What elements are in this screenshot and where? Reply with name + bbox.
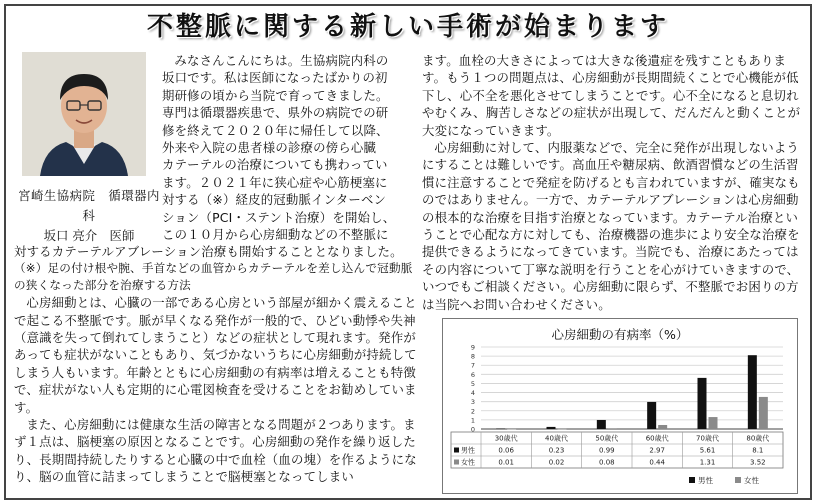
data-label-female: 1.31 — [699, 458, 716, 467]
table-series-label: 男性 — [461, 446, 475, 455]
bar-male — [748, 355, 757, 429]
data-label-male: 0.23 — [548, 446, 565, 455]
y-tick-label: 7 — [470, 361, 475, 370]
paragraph-3: また、心房細動には健康な生活の障害となる問題が２つあります。まず１点は、脳梗塞の原因となることです。心房細動の発作を繰り返したり、長期間持続したりすると心臓の中で血栓（血の塊）を作るようになり、脳の血管に詰まってしまうことで脳梗塞となってしまい — [14, 417, 417, 485]
intro-line: みなさんこんにちは。生協病院内科の — [174, 53, 389, 68]
y-tick-label: 6 — [470, 370, 475, 379]
paragraph-2: 心房細動とは、心臓の一部である心房という部屋が細かく震えることで起こる不整脈です。脈が早くなる発作が一般的で、ひどい動悸や失神（意識を失って倒れてしまうこと）などの症状として現れます。発作があっても症状がないこともあり、気づかないうちに心房細動が持続してしまう人もいます。年齢とともに心房細動の有病率は増えることも特徴で、症状がない人も定期的に心電図検査を受けることをお勧めしています。 — [14, 295, 417, 415]
x-category-label: 40歳代 — [545, 434, 568, 443]
author-name: 坂口 亮介 医師 — [43, 228, 135, 243]
legend-swatch-male — [689, 477, 695, 483]
x-category-label: 60歳代 — [645, 434, 669, 443]
data-label-female: 0.01 — [498, 458, 514, 467]
y-tick-label: 2 — [470, 407, 475, 416]
x-category-label: 30歳代 — [494, 434, 518, 443]
y-tick-label: 0 — [470, 425, 475, 434]
table-series-label: 女性 — [461, 458, 475, 467]
chart-svg — [443, 319, 799, 495]
table-swatch-male — [454, 448, 459, 453]
bar-female — [608, 428, 617, 429]
y-tick-label: 8 — [470, 352, 475, 361]
bar-female — [759, 397, 768, 429]
bar-male — [647, 402, 656, 429]
data-label-male: 0.99 — [599, 446, 615, 455]
y-tick-label: 3 — [470, 398, 475, 407]
column2-paragraph-1: ます。血栓の大きさによっては大きな後遺症を残すこともあります。もう１つの問題点は、心房細動が長期間続くことで心機能が低下し、心不全を悪化させてしまうことです。心不全になると息切れやむくみ、胸苦しさなどの症状が出現して、だんだんと動くことが大変になっていきます。 — [422, 53, 801, 138]
data-label-male: 0.06 — [498, 446, 514, 455]
intro-line: 専門は循環器疾患で、県外の病院での研 — [162, 105, 389, 121]
y-tick-label: 9 — [470, 343, 475, 352]
bar-male — [597, 420, 606, 429]
intro-line: 期研修の頃から当院で育ってきました。 — [162, 87, 389, 103]
intro-line: この１０月から心房細動などの不整脈に — [162, 227, 389, 243]
bar-female — [709, 417, 718, 429]
x-category-label: 50歳代 — [595, 434, 619, 443]
legend-label: 女性 — [744, 476, 759, 485]
bar-female — [558, 429, 567, 430]
column2-body — [422, 52, 802, 313]
column1-body — [14, 243, 418, 486]
intro-last-line: 対するカテーテルアブレーション治療も開始することとなりました。 — [14, 244, 403, 259]
intro-block — [162, 52, 414, 243]
legend-swatch-female — [735, 477, 741, 483]
bar-female — [658, 425, 667, 429]
doctor-photo — [22, 52, 146, 176]
data-label-female: 0.08 — [599, 458, 615, 467]
chart-title: 心房細動の有病率（%） — [551, 327, 689, 342]
x-category-label: 80歳代 — [746, 434, 770, 443]
y-tick-label: 4 — [470, 389, 475, 398]
data-label-male: 2.97 — [649, 446, 665, 455]
data-label-male: 8.1 — [752, 446, 764, 455]
bar-male — [698, 378, 707, 429]
intro-line: 対する（※）経皮的冠動脈インターベン — [162, 192, 387, 208]
article-title: 不整脈に関する新しい手術が始まります — [146, 12, 669, 42]
data-label-female: 3.52 — [750, 458, 766, 467]
footnote: （※）足の付け根や腕、手首などの血管からカテーテルを差し込んで冠動脈の狭くなった部分を治療する方法 — [14, 261, 413, 292]
bar-male — [496, 428, 505, 429]
intro-line: ション（PCI・ステント治療）を開始し、 — [162, 209, 396, 225]
data-label-female: 0.02 — [548, 458, 565, 467]
column2-paragraph-2: 心房細動に対して、内服薬などで、完全に発作が出現しないようにすることは難しいです。高血圧や糖尿病、飲酒習慣などの生活習慣に注意することで発症を防げるとも言われていますが、確実なものではありません。一方で、カテーテルアブレーションは心房細動の根本的な治療を目指す治療となっています。カテーテル治療ということで心配な方に対しても、治療機器の進歩により安全な治療を提供できるようになってきています。当院でも、治療にあたってはその内容について丁寧な説明を行うことを心がけていきますので、いつでもご相談ください。心房細動に限らず、不整脈でお困りの方は当院へお問い合わせください。 — [422, 140, 800, 312]
x-category-label: 70歳代 — [696, 434, 719, 443]
legend-label: 男性 — [698, 476, 713, 485]
prevalence-chart — [442, 318, 798, 494]
author-caption — [14, 186, 164, 246]
y-tick-label: 5 — [470, 379, 475, 388]
y-tick-label: 1 — [470, 416, 475, 425]
data-label-female: 0.44 — [649, 458, 665, 467]
table-swatch-female — [454, 460, 459, 465]
intro-line: カテーテルの治療についても携わってい — [162, 157, 388, 173]
author-affiliation: 宮崎生協病院 循環器内科 — [18, 188, 160, 223]
intro-line: 坂口です。私は医師になったばかりの初 — [162, 70, 388, 86]
data-label-male: 5.61 — [699, 446, 716, 455]
intro-line: 修を終えて２０２０年に帰任して以降、 — [162, 122, 389, 138]
intro-line: ます。２０２１年に狭心症や心筋梗塞に — [162, 174, 388, 190]
intro-line: 外来や入院の患者様の診療の傍ら心臓 — [162, 140, 377, 156]
bar-female — [507, 429, 516, 430]
bar-male — [547, 427, 556, 429]
intro-lines — [162, 52, 414, 243]
